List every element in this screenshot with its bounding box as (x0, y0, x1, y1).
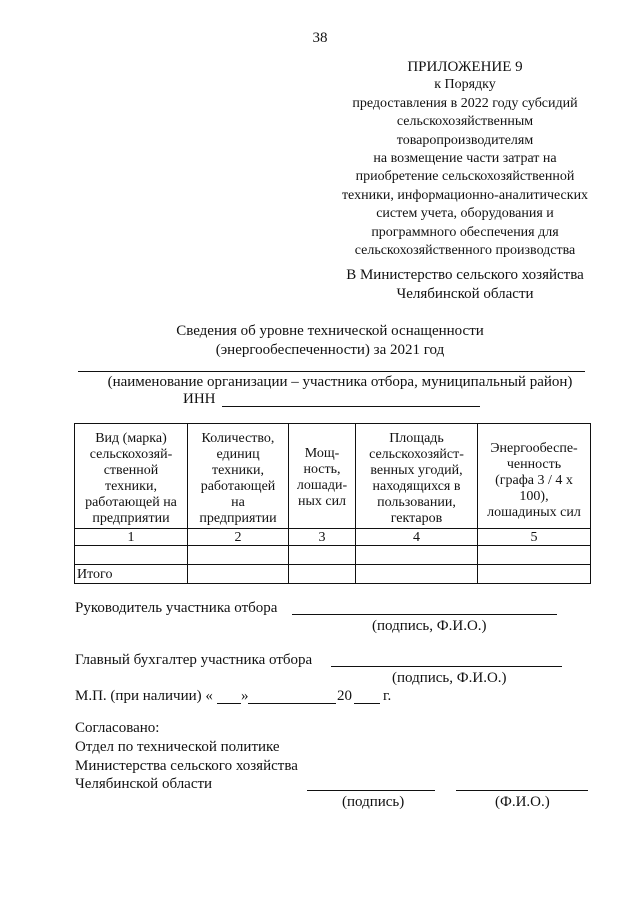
header-text: сельскохозяйст- (369, 447, 464, 462)
header-cell-energy-supply (478, 424, 591, 529)
approval-label: Согласовано: (75, 720, 160, 736)
column-number: 2 (188, 529, 289, 546)
header-text: Вид (марка) (95, 431, 167, 446)
header-cell-equipment-type (75, 424, 188, 529)
table-cell[interactable] (356, 565, 478, 584)
document-title-line: (энергообеспеченности) за 2021 год (215, 342, 445, 358)
stamp-quote-close: » (241, 688, 249, 704)
head-signature-label: Руководитель участника отбора (75, 600, 278, 616)
table-cell[interactable] (188, 546, 289, 565)
header-text: Мощ- (304, 445, 340, 461)
header-text: Площадь (389, 431, 444, 446)
annex-block (300, 58, 630, 260)
header-text: лошадиных сил (487, 504, 581, 520)
head-signature-line[interactable] (292, 614, 557, 615)
header-cell-power (289, 424, 356, 529)
annex-line: товаропроизводителям (396, 132, 534, 148)
header-text: техники, (212, 463, 264, 478)
annex-line: сельскохозяйственного производства (354, 243, 576, 259)
approval-name-caption: (Ф.И.О.) (495, 794, 550, 810)
header-text: пользовании, (377, 495, 456, 510)
head-signature-caption: (подпись, Ф.И.О.) (372, 618, 487, 634)
organization-name-line[interactable] (78, 371, 585, 372)
organization-caption: (наименование организации – участника отбора, муниципальный район) (107, 374, 573, 390)
annex-line: предоставления в 2022 году субсидий (352, 95, 578, 111)
table-cell[interactable] (75, 546, 188, 565)
header-text: единиц (216, 447, 260, 462)
table-cell[interactable] (289, 565, 356, 584)
stamp-year-prefix: 20 (337, 688, 352, 704)
header-text: Энергообеспе- (490, 440, 578, 456)
header-text: на (231, 495, 245, 510)
annex-line: сельскохозяйственным (396, 114, 534, 130)
accountant-signature-line[interactable] (331, 666, 562, 667)
annex-line: приобретение сельскохозяйственной (355, 169, 575, 185)
header-text: ченность (506, 456, 562, 472)
table-cell[interactable] (478, 565, 591, 584)
header-text: ственной (103, 463, 159, 478)
accountant-signature-caption: (подпись, Ф.И.О.) (392, 670, 507, 686)
header-text: сельскохозяй- (89, 447, 173, 462)
header-text: ных сил (297, 493, 347, 509)
annex-line: систем учета, оборудования и (376, 206, 554, 222)
header-text: работающей на (85, 495, 177, 510)
approval-signature-caption: (подпись) (342, 794, 405, 810)
header-cell-quantity (188, 424, 289, 529)
date-year-line[interactable] (354, 703, 380, 704)
page-number: 38 (312, 30, 328, 46)
column-number: 5 (478, 529, 591, 546)
header-text: (графа 3 / 4 х (495, 472, 573, 488)
date-month-line[interactable] (248, 703, 336, 704)
table-cell[interactable] (188, 565, 289, 584)
total-row (75, 565, 591, 584)
document-title (120, 322, 540, 360)
header-text: венных угодий, (370, 463, 463, 478)
annex-line: на возмещение части затрат на (373, 151, 557, 167)
annex-line: техники, информационно-аналитических (341, 187, 589, 203)
header-text: техники, (105, 479, 157, 494)
header-text: предприятии (92, 511, 170, 526)
addressee-line: Челябинской области (396, 286, 534, 302)
stamp-label: М.П. (при наличии) « (75, 688, 213, 704)
approval-name-line[interactable] (456, 790, 588, 791)
approval-ministry: Министерства сельского хозяйства (75, 758, 298, 774)
column-number: 3 (289, 529, 356, 546)
total-label: Итого (75, 565, 188, 584)
header-text: гектаров (390, 511, 443, 526)
document-title-line: Сведения об уровне технической оснащенности (176, 323, 484, 339)
inn-field-line[interactable] (222, 406, 480, 407)
header-text: работающей (200, 479, 276, 494)
technical-equipment-table (74, 423, 591, 584)
accountant-signature-label: Главный бухгалтер участника отбора (75, 652, 313, 668)
approval-signature-line[interactable] (307, 790, 435, 791)
table-cell[interactable] (356, 546, 478, 565)
header-text: находящихся в (372, 479, 461, 494)
header-cell-land-area (356, 424, 478, 529)
approval-region: Челябинской области (75, 776, 213, 792)
header-text: ность, (303, 461, 341, 477)
addressee-block (300, 266, 630, 304)
annex-title: ПРИЛОЖЕНИЕ 9 (407, 59, 523, 75)
stamp-year-suffix: г. (383, 688, 392, 704)
annex-line: к Порядку (434, 77, 496, 93)
column-number: 4 (356, 529, 478, 546)
header-text: Количество, (201, 431, 275, 446)
inn-label: ИНН (183, 391, 216, 407)
approval-department: Отдел по технической политике (75, 739, 280, 755)
column-number: 1 (75, 529, 188, 546)
header-text: 100), (519, 488, 549, 504)
table-row (75, 546, 591, 565)
date-day-line[interactable] (217, 703, 241, 704)
column-number-row (75, 529, 591, 546)
table-cell[interactable] (289, 546, 356, 565)
header-text: лошади- (296, 477, 348, 493)
table-header-row (75, 424, 591, 529)
annex-line: программного обеспечения для (371, 224, 559, 240)
header-text: предприятии (199, 511, 277, 526)
table-cell[interactable] (478, 546, 591, 565)
addressee-line: В Министерство сельского хозяйства (346, 267, 584, 283)
